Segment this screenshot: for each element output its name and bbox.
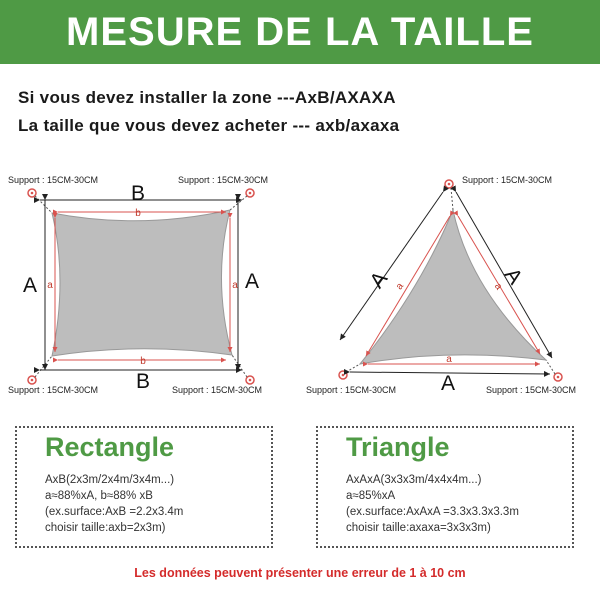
- intro-line-install: Si vous devez installer la zone ---AxB/AXAXA: [18, 88, 396, 107]
- label-small-height-right: a: [232, 280, 238, 291]
- label-small-side-right: a: [491, 281, 505, 292]
- triangle-line-2: a≈85%xA: [346, 490, 396, 502]
- support-label: Support : 15CM-30CM: [178, 175, 269, 185]
- triangle-line-1: AxAxA(3x3x3m/4x4x4m...): [346, 474, 482, 486]
- triangle-title: Triangle: [346, 432, 450, 462]
- corner-ring: [554, 373, 562, 381]
- label-big-width-top: B: [130, 182, 146, 205]
- support-label: Support : 15CM-30CM: [8, 175, 99, 185]
- label-big-side-left: A: [365, 267, 393, 293]
- page-title: MESURE DE LA TAILLE: [66, 9, 534, 54]
- intro-line-buy: La taille que vous devez acheter --- axb/axaxa: [18, 116, 400, 135]
- rectangle-diagram: [8, 175, 268, 395]
- corner-ring: [339, 371, 347, 379]
- rectangle-line-2: a≈88%xA, b≈88% xB: [45, 490, 153, 502]
- rectangle-title: Rectangle: [45, 432, 175, 462]
- support-label: Support : 15CM-30CM: [486, 385, 577, 395]
- label-small-height-left: a: [47, 280, 53, 291]
- rectangle-shade: [52, 210, 232, 356]
- rectangle-line-3: (ex.surface:AxB =2.2x3.4m: [45, 506, 184, 518]
- triangle-line-4: choisir taille:axaxa=3x3x3m): [346, 522, 491, 534]
- label-big-height-left: A: [22, 274, 38, 297]
- triangle-line-3: (ex.surface:AxAxA =3.3x3.3x3.3m: [346, 506, 519, 518]
- rectangle-line-1: AxB(2x3m/2x4m/3x4m...): [45, 474, 175, 486]
- corner-ring: [445, 180, 453, 188]
- label-small-side-left: a: [393, 280, 407, 293]
- corner-ring: [246, 189, 254, 197]
- corner-ring: [28, 376, 36, 384]
- label-big-side-bottom: A: [440, 372, 456, 395]
- label-big-height-right: A: [244, 270, 260, 293]
- measurement-diagram: [0, 160, 600, 400]
- label-big-side-right: A: [499, 263, 527, 289]
- rectangle-info-box: [15, 426, 273, 548]
- label-small-width-bottom: b: [140, 356, 146, 367]
- support-label: Support : 15CM-30CM: [306, 385, 397, 395]
- header-banner: [0, 0, 600, 64]
- triangle-diagram: [306, 175, 576, 395]
- support-label: Support : 15CM-30CM: [172, 385, 263, 395]
- corner-ring: [28, 189, 36, 197]
- label-small-side-bottom: a: [446, 354, 452, 365]
- label-big-width-bottom: B: [135, 370, 151, 393]
- triangle-info-box: [316, 426, 574, 548]
- rectangle-line-4: choisir taille:axb=2x3m): [45, 522, 166, 534]
- label-small-width-top: b: [135, 208, 141, 219]
- error-margin-note: Les données peuvent présenter une erreur de 1 à 10 cm: [134, 566, 466, 580]
- corner-ring: [246, 376, 254, 384]
- support-label: Support : 15CM-30CM: [8, 385, 99, 395]
- support-label: Support : 15CM-30CM: [462, 175, 553, 185]
